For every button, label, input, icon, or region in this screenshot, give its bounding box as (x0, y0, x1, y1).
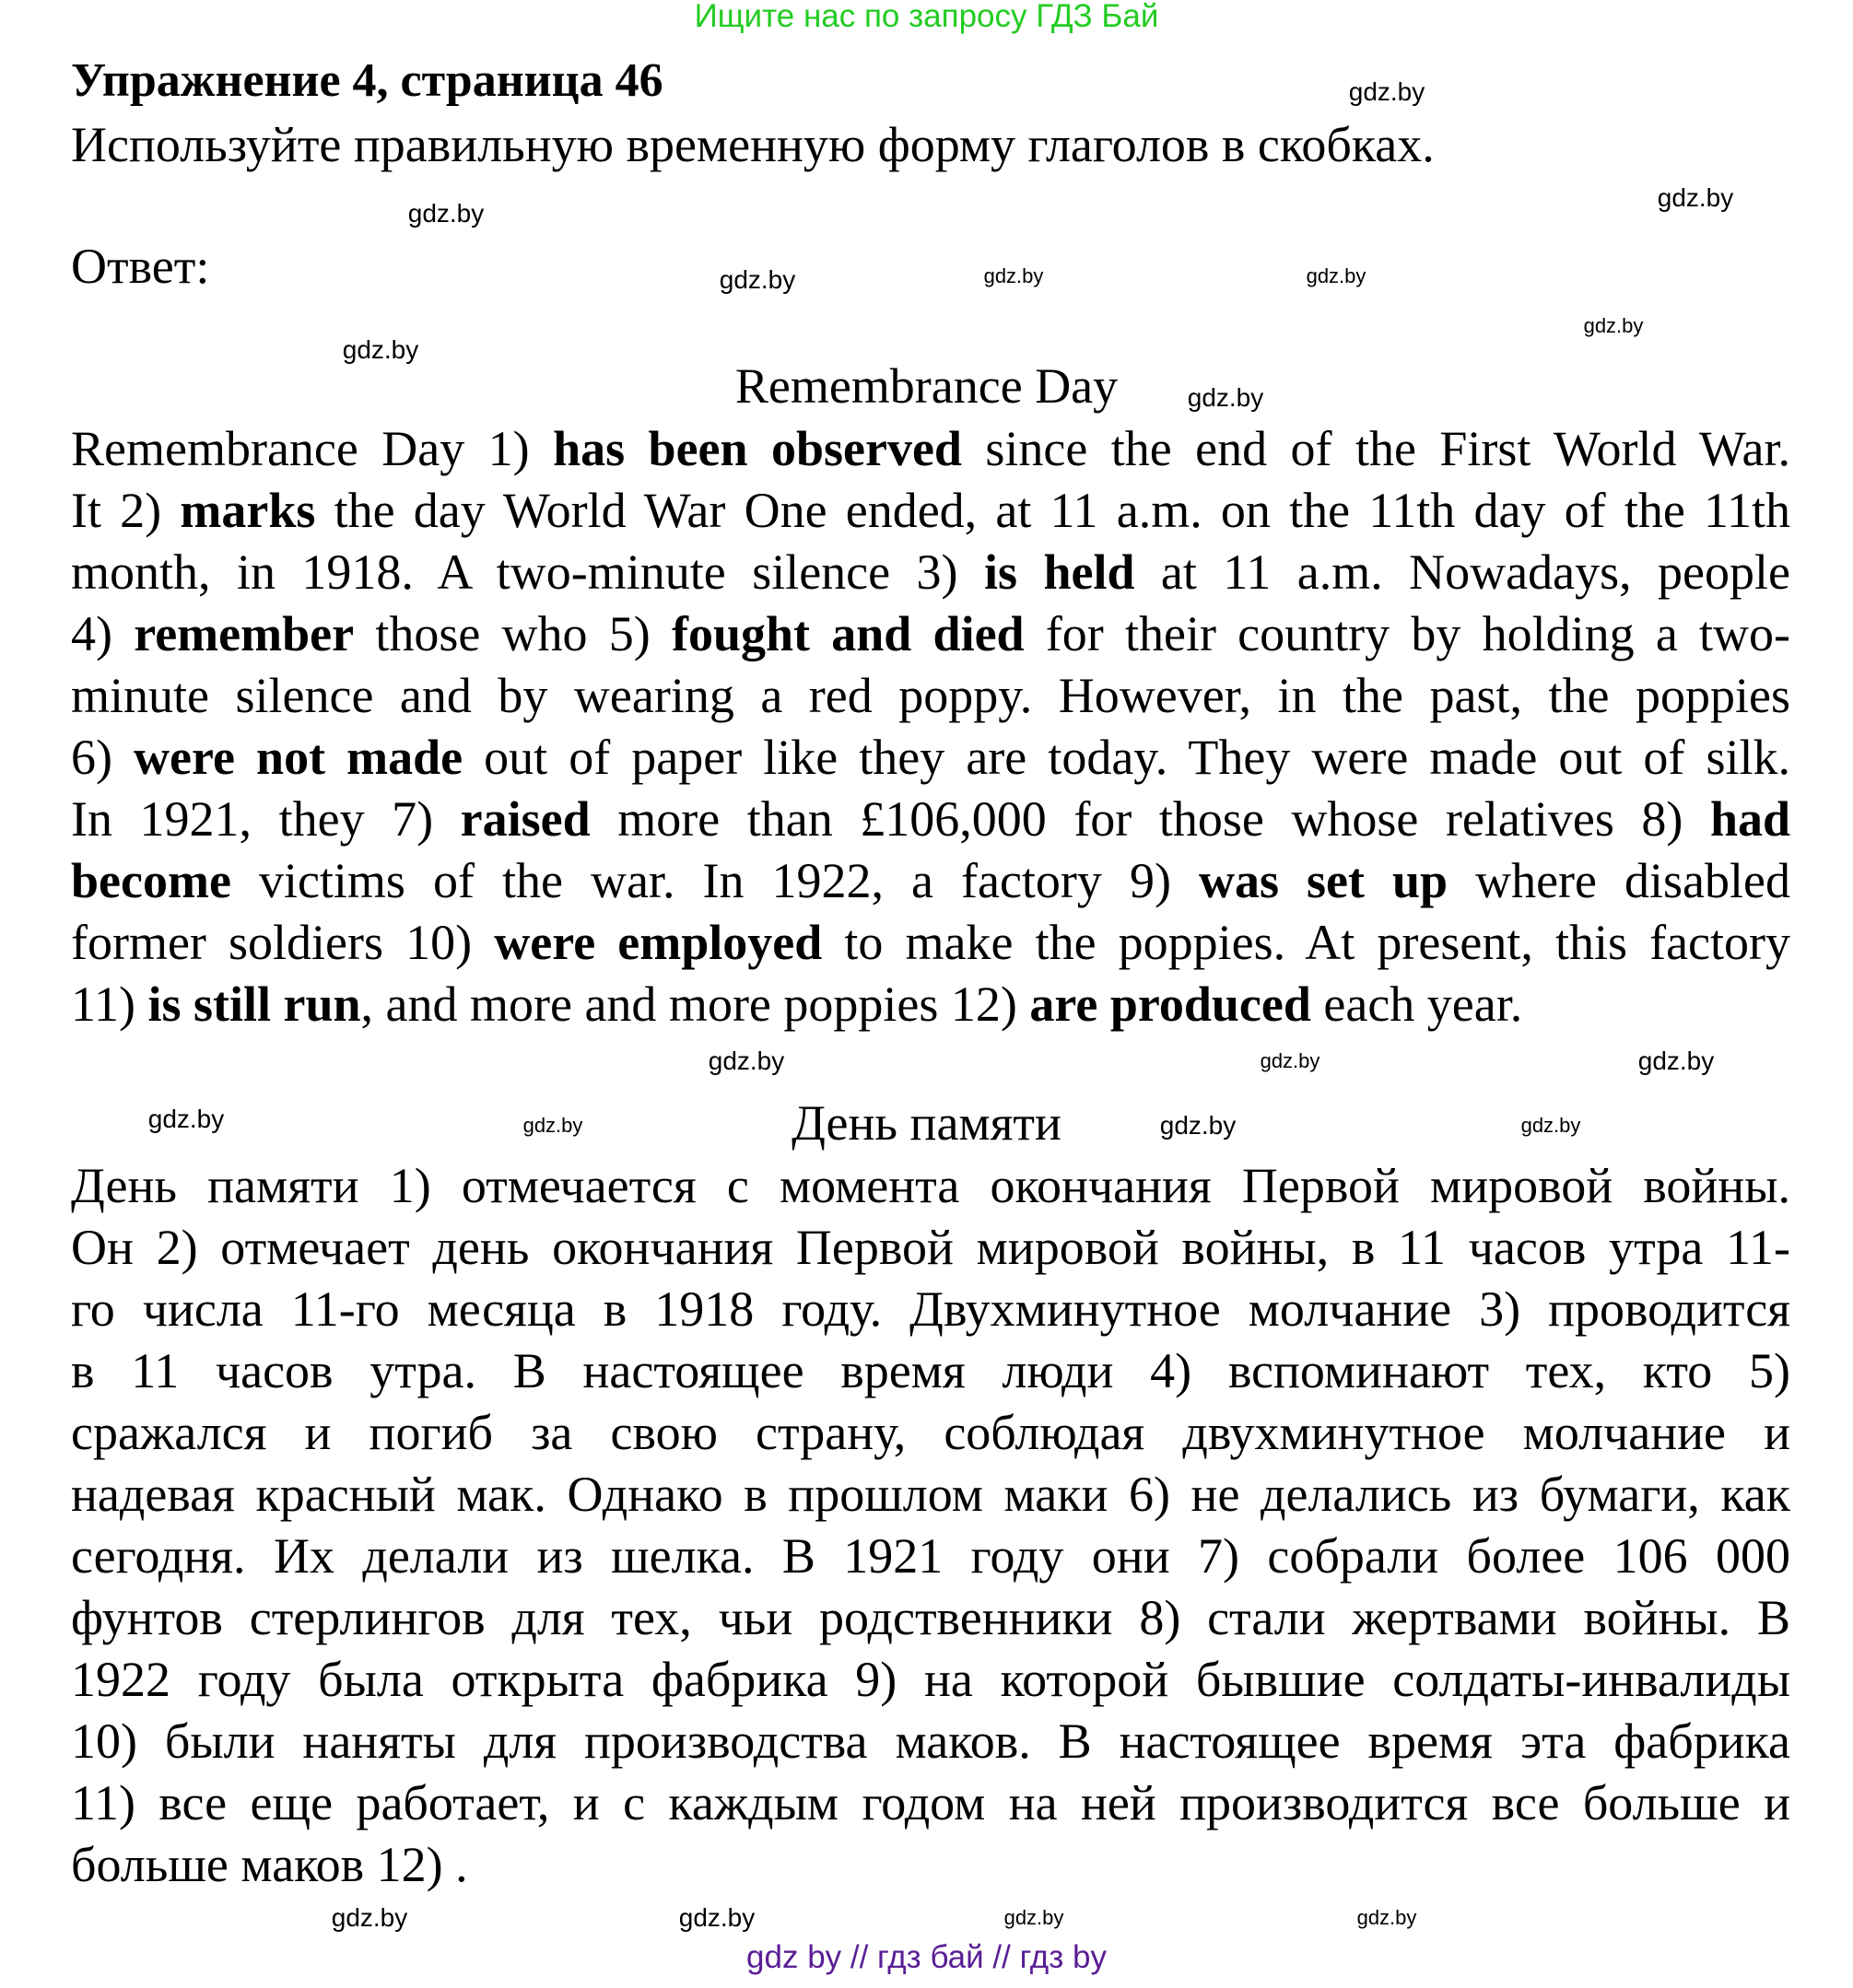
watermark: gdz.by (1306, 264, 1366, 287)
text-segment: the day World War One ended, at 11 a.m. on the 11th day of the 11th (315, 483, 1791, 538)
text-segment: In 1921, they 7) (71, 791, 461, 847)
text-segment: minute silence and by wearing a red poppy. However, in the past, the poppies (71, 668, 1790, 723)
text-line (71, 665, 1790, 727)
text-segment: надевая красный мак. Однако в прошлом маки 6) не делались из бумаги, как (71, 1467, 1790, 1522)
text-line (71, 974, 1790, 1035)
footer-links: gdz by // гдз бай // гдз by (746, 1939, 1107, 1975)
text-line (71, 1217, 1790, 1279)
text-segment: at 11 a.m. Nowadays, people (1134, 544, 1790, 600)
text-line (71, 789, 1790, 850)
text-segment: фунтов стерлингов для тех, чьи родственники 8) стали жертвами войны. В (71, 1590, 1790, 1645)
english-paragraph (71, 418, 1790, 1035)
text-line (71, 480, 1790, 542)
text-segment: to make the poppies. At present, this factory (822, 915, 1790, 970)
text-segment: 11) все еще работает, и с каждым годом на ней производится все больше и (71, 1775, 1790, 1830)
text-line (71, 727, 1790, 789)
watermark: gdz.by (678, 1903, 756, 1932)
watermark: gdz.by (708, 1047, 785, 1075)
answer-verb: was set up (1198, 853, 1448, 908)
exercise-title: Упражнение 4, страница 46 (71, 54, 663, 107)
text-line (71, 1340, 1790, 1402)
answer-verb: had (1709, 791, 1791, 847)
text-line (71, 1772, 1790, 1834)
text-line (71, 1526, 1790, 1587)
text-line (71, 1155, 1790, 1217)
text-segment: , and more and more poppies 12) (360, 976, 1030, 1032)
text-segment: 1922 году была открыта фабрика 9) на которой бывшие солдаты-инвалиды (71, 1652, 1790, 1707)
watermark: gdz.by (522, 1114, 583, 1137)
text-segment: since the end of the First World War. (961, 421, 1791, 476)
text-line (71, 1649, 1790, 1711)
text-line (71, 1587, 1790, 1649)
watermark: gdz.by (1187, 383, 1264, 412)
answer-verb: are produced (1029, 976, 1311, 1032)
text-segment: сегодня. Их делали из шелка. В 1921 году они 7) собрали более 106 000 (71, 1528, 1790, 1584)
russian-paragraph (71, 1155, 1790, 1896)
watermark: gdz.by (342, 335, 419, 364)
watermark: gdz.by (331, 1903, 408, 1932)
russian-text-heading: День памяти (792, 1095, 1061, 1151)
text-segment: в 11 часов утра. В настоящее время люди 4) вспоминают тех, кто 5) (71, 1343, 1790, 1398)
watermark: gdz.by (1159, 1111, 1237, 1140)
english-text-heading: Remembrance Day (734, 358, 1119, 414)
text-segment: It 2) (71, 483, 181, 538)
text-segment: Он 2) отмечает день окончания Первой мировой войны, в 11 часов утра 11- (71, 1220, 1790, 1275)
text-line (71, 418, 1790, 480)
text-segment: out of paper like they are today. They were made out of silk. (463, 730, 1791, 785)
text-segment: those who 5) (354, 606, 672, 661)
text-line (71, 1402, 1790, 1464)
answer-verb: remember (134, 606, 355, 661)
watermark: gdz.by (407, 199, 485, 228)
answer-verb: were not made (134, 730, 463, 785)
text-segment: 10) были наняты для производства маков. В настоящее время эта фабрика (71, 1713, 1790, 1769)
search-banner: Ищите нас по запросу ГДЗ Бай (694, 0, 1159, 34)
watermark: gdz.by (1520, 1114, 1581, 1137)
text-segment: сражался и погиб за свою страну, соблюдая двухминутное молчание и (71, 1405, 1790, 1460)
watermark: gdz.by (1348, 77, 1425, 106)
answer-verb: is still run (147, 976, 361, 1032)
watermark: gdz.by (719, 265, 796, 294)
text-segment: 11) (71, 976, 148, 1032)
text-segment: more than £106,000 for those whose relatives 8) (590, 791, 1710, 847)
text-line (71, 1711, 1790, 1772)
answer-verb: raised (460, 791, 591, 847)
answer-verb: fought and died (671, 606, 1025, 661)
text-segment: 6) (71, 730, 135, 785)
exercise-instruction: Используйте правильную временную форму глаголов в скобках. (71, 117, 1435, 172)
answer-verb: has been observed (553, 421, 962, 476)
text-segment: го числа 11-го месяца в 1918 году. Двухминутное молчание 3) проводится (71, 1281, 1790, 1337)
text-line (71, 542, 1790, 603)
text-segment: former soldiers 10) (71, 915, 495, 970)
text-line (71, 603, 1790, 665)
text-line (71, 1464, 1790, 1526)
text-segment: each year. (1310, 976, 1523, 1032)
answer-verb: marks (180, 483, 316, 538)
watermark: gdz.by (1657, 183, 1734, 212)
text-segment: День памяти 1) отмечается с момента окончания Первой мировой войны. (71, 1158, 1790, 1213)
answer-verb: is held (983, 544, 1135, 600)
watermark: gdz.by (983, 264, 1044, 287)
watermark: gdz.by (147, 1105, 225, 1133)
watermark: gdz.by (1583, 314, 1644, 337)
text-segment: больше маков 12) . (71, 1837, 468, 1892)
text-line (71, 1279, 1790, 1340)
answer-verb: were employed (494, 915, 823, 970)
watermark: gdz.by (1260, 1049, 1320, 1072)
text-segment: where disabled (1448, 853, 1790, 908)
text-line (71, 912, 1790, 974)
answer-label: Ответ: (71, 239, 210, 294)
text-line (71, 1834, 1790, 1896)
watermark: gdz.by (1003, 1906, 1064, 1929)
text-segment: Remembrance Day 1) (71, 421, 554, 476)
watermark: gdz.by (1637, 1047, 1715, 1075)
text-segment: month, in 1918. A two-minute silence 3) (71, 544, 984, 600)
watermark: gdz.by (1356, 1906, 1417, 1929)
text-segment: 4) (71, 606, 135, 661)
text-segment: victims of the war. In 1922, a factory 9) (230, 853, 1199, 908)
text-line (71, 850, 1790, 912)
answer-verb: become (71, 853, 231, 908)
text-segment: for their country by holding a two- (1024, 606, 1791, 661)
